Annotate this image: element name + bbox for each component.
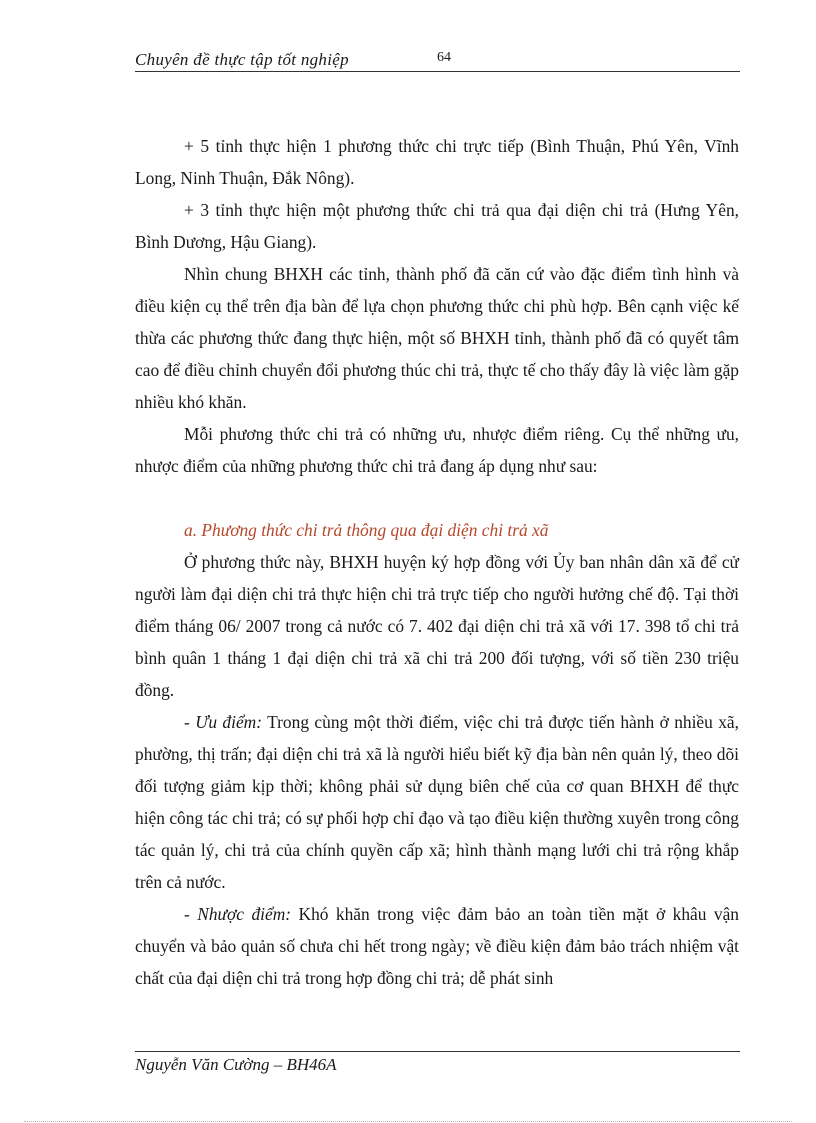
page-bottom-border [24, 1121, 792, 1122]
paragraph-advantages [135, 706, 739, 898]
paragraph-1: + 5 tỉnh thực hiện 1 phương thức chi trực tiếp (Bình Thuận, Phú Yên, Vĩnh Long, Ninh Thuận, Đắk Nông). [135, 136, 739, 188]
paragraph-disadvantages [135, 898, 739, 994]
header-title: Chuyên đề thực tập tốt nghiệp [135, 50, 349, 69]
footer-author: Nguyễn Văn Cường – BH46A [135, 1055, 337, 1074]
page-number: 64 [437, 50, 451, 65]
header-divider [135, 71, 740, 72]
paragraph-4: Mỗi phương thức chi trả có những ưu, nhược điểm riêng. Cụ thể những ưu, nhược điểm của những phương thức chi trả đang áp dụng như sau: [135, 424, 739, 476]
disadvantages-label: - Nhược điểm: [184, 904, 292, 924]
advantages-text: Trong cùng một thời điểm, việc chi trả được tiến hành ở nhiều xã, phường, thị trấn; đại diện chi trả xã là người hiểu biết kỹ địa bàn nên quản lý, theo dõi đối tượng giảm kịp thời; không phải sử dụng biên chế của cơ quan BHXH để thực hiện công tác chi trả; có sự phối hợp chỉ đạo và tạo điều kiện thường xuyên trong công tác quản lý, chi trả của chính quyền cấp xã; hình thành mạng lưới chi trả rộng khắp trên cả nước. [135, 712, 740, 892]
paragraph-3: Nhìn chung BHXH các tỉnh, thành phố đã căn cứ vào đặc điểm tình hình và điều kiện cụ thể trên địa bàn để lựa chọn phương thức chi phù hợp. Bên cạnh việc kế thừa các phương thức đang thực hiện, một số BHXH tỉnh, thành phố đã có quyết tâm cao để điều chỉnh chuyển đổi phương thúc chi trả, thực tế cho thấy đây là việc làm gặp nhiều khó khăn. [135, 264, 739, 412]
disadvantages-text: Khó khăn trong việc đảm bảo an toàn tiền mặt ở khâu vận chuyển và bảo quản số chưa chi hết trong ngày; về điều kiện đảm bảo trách nhiệm vật chất của đại diện chi trả trong hợp đồng chi trả; dễ phát sinh [135, 904, 739, 988]
advantages-label: - Ưu điểm: [184, 712, 263, 732]
footer-divider [135, 1051, 740, 1052]
section-heading-a: a. Phương thức chi trả thông qua đại diện chi trả xã [184, 520, 549, 540]
paragraph-5: Ở phương thức này, BHXH huyện ký hợp đồng với Ủy ban nhân dân xã để cử người làm đại diện chi trả thực hiện chi trả trực tiếp cho người hưởng chế độ. Tại thời điểm tháng 06/ 2007 trong cả nước có 7. 402 đại diện chi trả xã với 17. 398 tổ chi trả bình quân 1 tháng 1 đại diện chi trả xã chi trả 200 đối tượng, với số tiền 230 triệu đồng. [135, 552, 739, 700]
document-body [135, 130, 739, 994]
paragraph-2: + 3 tỉnh thực hiện một phương thức chi trả qua đại diện chi trả (Hưng Yên, Bình Dương, Hậu Giang). [135, 200, 739, 252]
